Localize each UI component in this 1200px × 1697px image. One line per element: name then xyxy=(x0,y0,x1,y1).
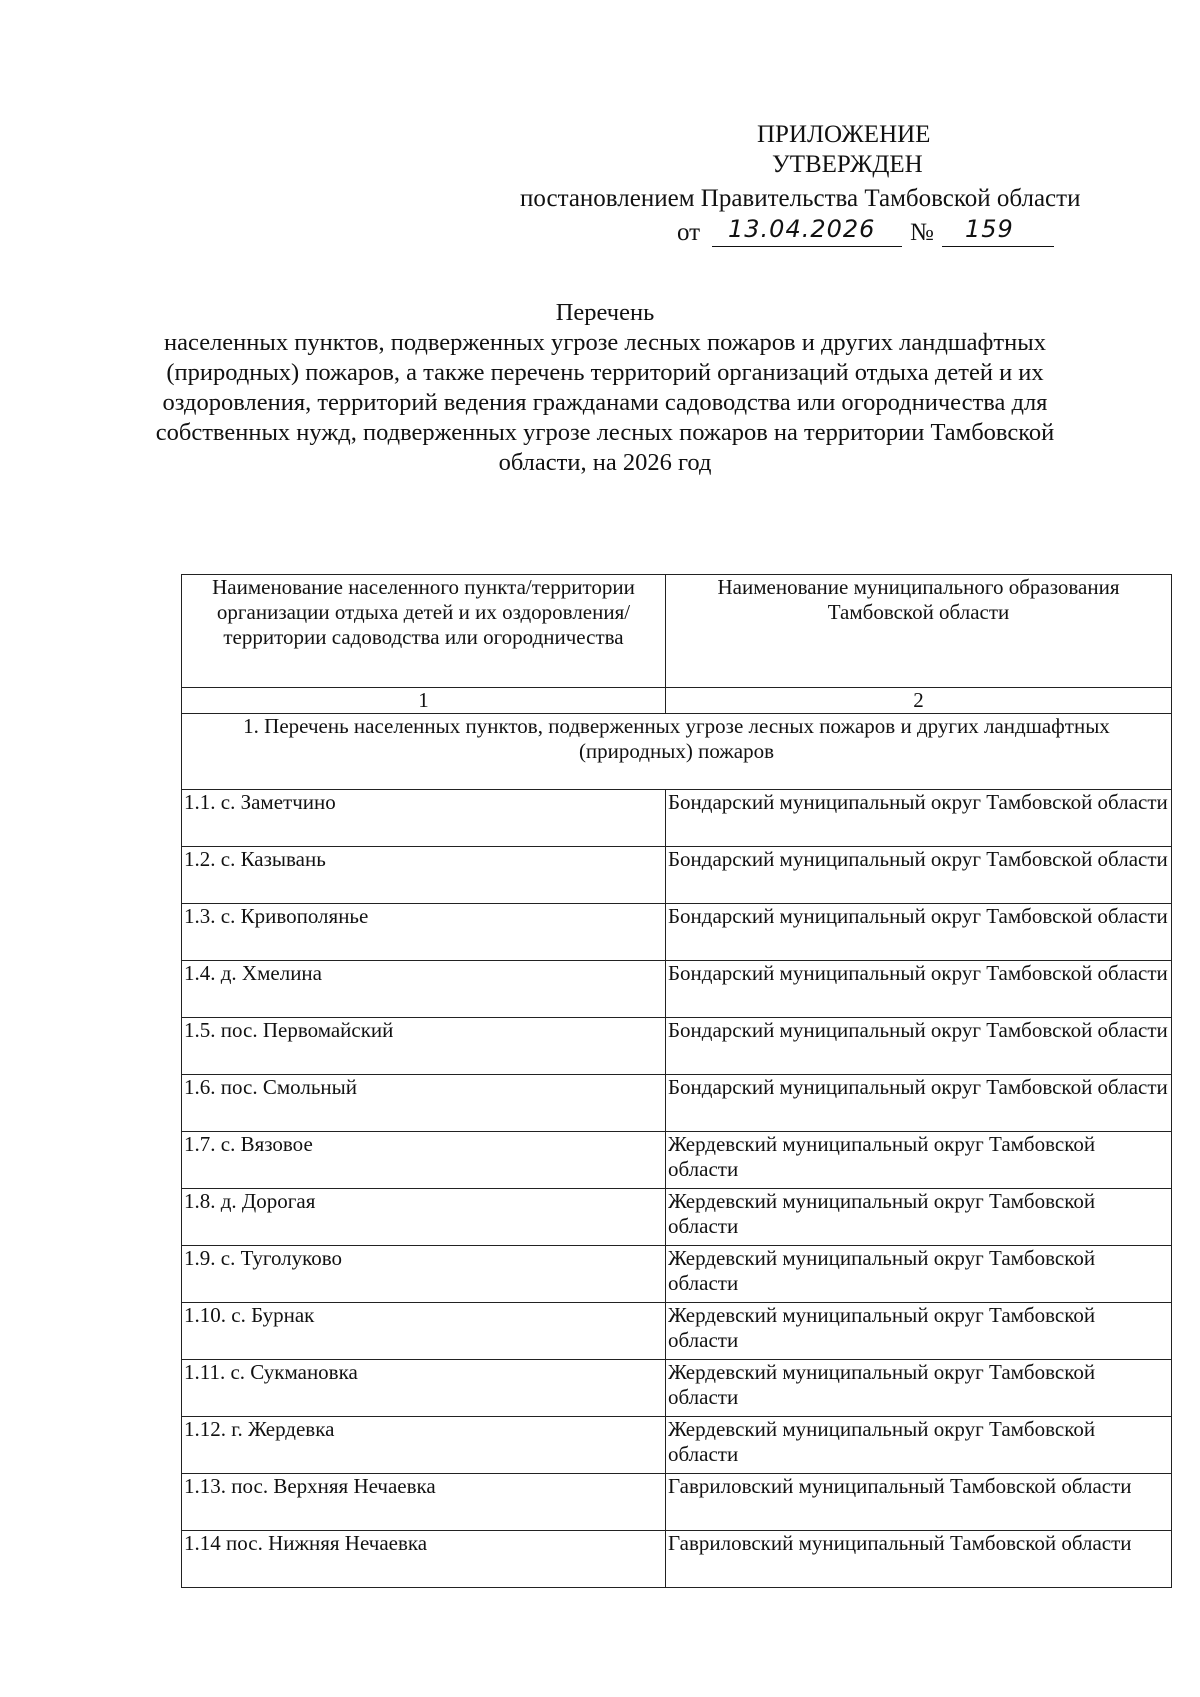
settlement-name: 1.5. пос. Первомайский xyxy=(182,1018,666,1075)
settlement-name: 1.1. с. Заметчино xyxy=(182,790,666,847)
settlement-name: 1.8. д. Дорогая xyxy=(182,1189,666,1246)
table-row xyxy=(182,1132,1172,1189)
district-name: Бондарский муниципальный округ Тамбовской области xyxy=(666,790,1172,847)
number-underline xyxy=(942,246,1054,247)
settlement-name: 1.14 пос. Нижняя Нечаевка xyxy=(182,1531,666,1588)
number-sign: № xyxy=(910,219,934,246)
table-row xyxy=(182,1531,1172,1588)
district-name: Жердевский муниципальный округ Тамбовской области xyxy=(666,1132,1172,1189)
table-row xyxy=(182,904,1172,961)
title-subtitle: населенных пунктов, подверженных угрозе лесных пожаров и других ландшафтных (природных) пожаров, а также перечень территорий организаций отдыха детей и их оздоровления, территорий ведения гражданами садоводства или огородничества для собственных нужд, подверженных угрозе лесных пожаров на территории Тамбовской области, на 2026 год xyxy=(155,329,1055,476)
settlement-name: 1.7. с. Вязовое xyxy=(182,1132,666,1189)
table-row xyxy=(182,1474,1172,1531)
district-name: Бондарский муниципальный округ Тамбовской области xyxy=(666,1018,1172,1075)
table-row xyxy=(182,847,1172,904)
table-row xyxy=(182,1417,1172,1474)
table-row xyxy=(182,1246,1172,1303)
title-heading: Перечень xyxy=(555,299,655,326)
col2-number: 2 xyxy=(666,688,1172,714)
settlement-name: 1.2. с. Казывань xyxy=(182,847,666,904)
settlement-name: 1.9. с. Туголуково xyxy=(182,1246,666,1303)
district-name: Бондарский муниципальный округ Тамбовской области xyxy=(666,847,1172,904)
approved-label: УТВЕРЖДЕН xyxy=(772,151,923,178)
decree-line: постановлением Правительства Тамбовской области xyxy=(520,185,1081,212)
table-row xyxy=(182,790,1172,847)
number-value: 159 xyxy=(965,215,1014,243)
district-name: Жердевский муниципальный округ Тамбовской области xyxy=(666,1303,1172,1360)
section-title-row xyxy=(182,714,1172,790)
district-name: Гавриловский муниципальный Тамбовской области xyxy=(666,1531,1172,1588)
table-row xyxy=(182,961,1172,1018)
settlement-name: 1.3. с. Кривополянье xyxy=(182,904,666,961)
settlement-name: 1.10. с. Бурнак xyxy=(182,1303,666,1360)
table-header-row xyxy=(182,575,1172,688)
document-title xyxy=(140,298,1070,478)
settlement-name: 1.6. пос. Смольный xyxy=(182,1075,666,1132)
date-value: 13.04.2026 xyxy=(728,215,876,243)
settlement-name: 1.13. пос. Верхняя Нечаевка xyxy=(182,1474,666,1531)
col1-number: 1 xyxy=(182,688,666,714)
table-row xyxy=(182,1018,1172,1075)
table-row xyxy=(182,1360,1172,1417)
district-name: Бондарский муниципальный округ Тамбовской области xyxy=(666,1075,1172,1132)
settlement-name: 1.4. д. Хмелина xyxy=(182,961,666,1018)
district-name: Бондарский муниципальный округ Тамбовской области xyxy=(666,961,1172,1018)
date-underline xyxy=(712,246,902,247)
settlement-name: 1.11. с. Сукмановка xyxy=(182,1360,666,1417)
column-number-row xyxy=(182,688,1172,714)
settlements-table xyxy=(181,574,1172,1588)
district-name: Жердевский муниципальный округ Тамбовской области xyxy=(666,1417,1172,1474)
district-name: Бондарский муниципальный округ Тамбовской области xyxy=(666,904,1172,961)
appendix-label: ПРИЛОЖЕНИЕ xyxy=(757,121,931,148)
table-row xyxy=(182,1303,1172,1360)
district-name: Жердевский муниципальный округ Тамбовской области xyxy=(666,1189,1172,1246)
district-name: Жердевский муниципальный округ Тамбовской области xyxy=(666,1246,1172,1303)
section1-title: 1. Перечень населенных пунктов, подверженных угрозе лесных пожаров и других ландшафтных (природных) пожаров xyxy=(182,714,1172,790)
settlement-name: 1.12. г. Жердевка xyxy=(182,1417,666,1474)
table-row xyxy=(182,1075,1172,1132)
district-name: Жердевский муниципальный округ Тамбовской области xyxy=(666,1360,1172,1417)
col2-header: Наименование муниципального образования Тамбовской области xyxy=(666,575,1172,688)
date-prefix: от xyxy=(677,219,701,246)
col1-header: Наименование населенного пункта/территории организации отдыха детей и их оздоровления/территории садоводства или огородничества xyxy=(182,575,666,688)
table-row xyxy=(182,1189,1172,1246)
district-name: Гавриловский муниципальный Тамбовской области xyxy=(666,1474,1172,1531)
